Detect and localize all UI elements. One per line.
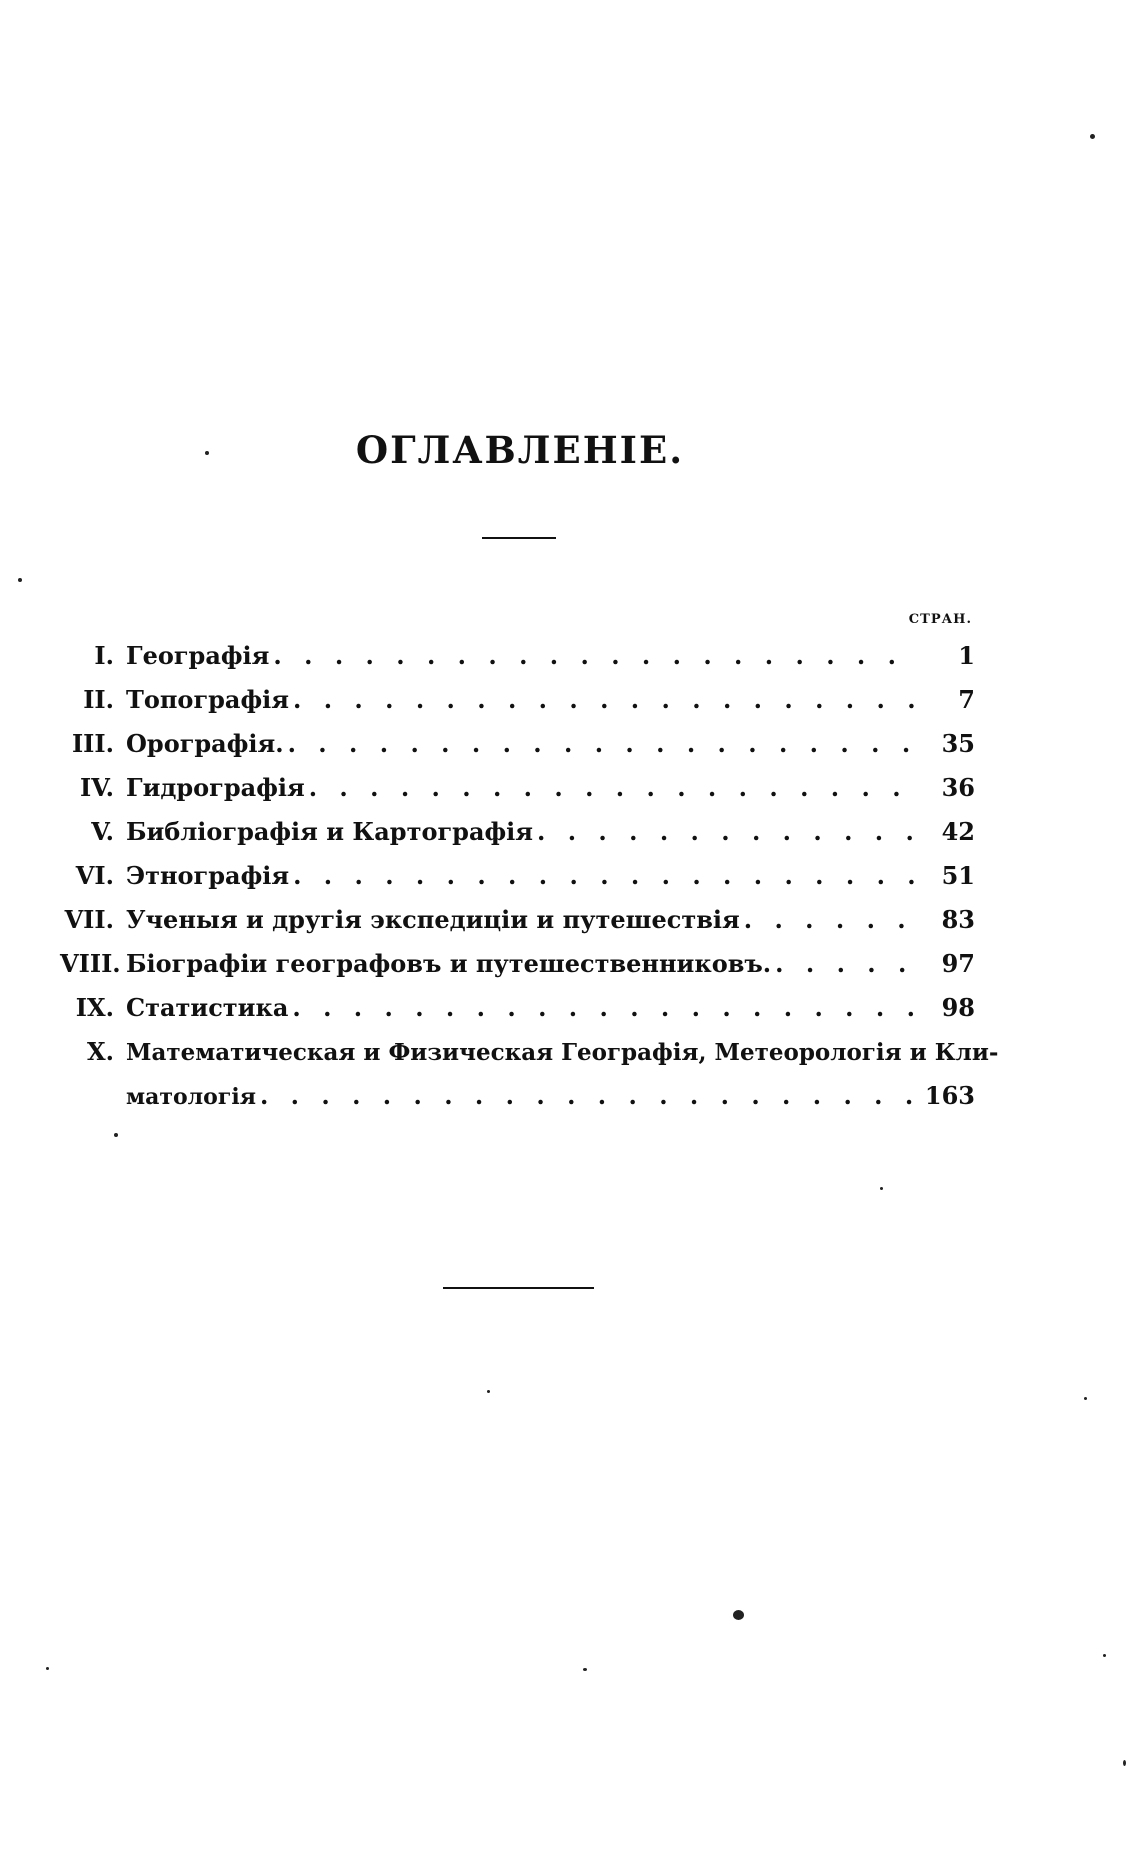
entry-number: IV. (79, 773, 114, 802)
entry-number: X. (87, 1037, 114, 1066)
toc-entry (60, 678, 975, 722)
entry-page: 163 (924, 1081, 975, 1110)
entry-page: 35 (941, 729, 975, 758)
entry-title: Біографіи географовъ и путешественниковъ. (126, 949, 772, 978)
toc-entry (60, 898, 975, 942)
dot-leader (744, 898, 919, 942)
entry-number: I. (94, 641, 114, 670)
scan-speck (18, 578, 22, 582)
entry-page: 83 (941, 905, 975, 934)
toc-entry (60, 634, 975, 678)
scan-speck (114, 1133, 118, 1137)
toc-entry (60, 1030, 999, 1074)
entry-title: Географія (126, 641, 270, 670)
scan-speck (1090, 134, 1095, 139)
entry-title: Гидрографія (126, 773, 305, 802)
entry-page: 42 (941, 817, 975, 846)
dot-leader (537, 810, 919, 854)
dot-leader (292, 986, 919, 1030)
toc-entry (60, 854, 975, 898)
dot-leader (309, 766, 919, 810)
scan-speck (880, 1187, 883, 1190)
toc-entry-continuation (60, 1074, 975, 1118)
toc-entry (60, 942, 975, 986)
entry-title: Библіографія и Картографія (126, 817, 533, 846)
scan-speck (1123, 1760, 1126, 1766)
entry-title-continued: матологія (126, 1084, 256, 1110)
entry-title: Ученыя и другія экспедиціи и путешествія (126, 905, 740, 934)
dot-leader (775, 942, 919, 986)
entry-number: V. (91, 817, 114, 846)
scan-speck (733, 1610, 744, 1620)
title-rule (482, 537, 556, 539)
entry-title: Топографія (126, 685, 289, 714)
scan-speck (46, 1667, 49, 1670)
entry-number: IX. (75, 993, 114, 1022)
toc-entry (60, 722, 975, 766)
entry-number: VII. (64, 905, 114, 934)
entry-number: VI. (75, 861, 114, 890)
entry-number: VIII. (60, 949, 121, 978)
entry-title: Математическая и Физическая Географія, Метеорологія и Кли- (126, 1039, 999, 1066)
page-column-header: СТРАН. (908, 612, 972, 627)
toc-entry (60, 810, 975, 854)
scan-speck (205, 451, 209, 455)
table-of-contents (60, 634, 999, 1118)
entry-number: II. (83, 685, 114, 714)
dot-leader (260, 1074, 917, 1118)
dot-leader (293, 854, 919, 898)
entry-title: Этнографія (126, 861, 290, 890)
scan-speck (1084, 1397, 1087, 1400)
entry-page: 98 (941, 993, 975, 1022)
dot-leader (293, 678, 919, 722)
entry-title: Статистика (126, 993, 289, 1022)
page-title: ОГЛАВЛЕНІЕ. (355, 428, 685, 472)
entry-title: Орографія. (126, 729, 284, 758)
entry-page: 51 (941, 861, 975, 890)
entry-page: 1 (958, 641, 975, 670)
scan-speck (1103, 1654, 1106, 1657)
entry-number: III. (71, 729, 114, 758)
entry-page: 97 (941, 949, 975, 978)
entry-page: 36 (941, 773, 975, 802)
toc-entry (60, 986, 975, 1030)
scan-speck (487, 1390, 490, 1393)
end-rule (443, 1287, 594, 1289)
dot-leader (288, 722, 919, 766)
scan-speck (583, 1668, 587, 1671)
entry-page: 7 (958, 685, 975, 714)
dot-leader (273, 634, 919, 678)
toc-entry (60, 766, 975, 810)
